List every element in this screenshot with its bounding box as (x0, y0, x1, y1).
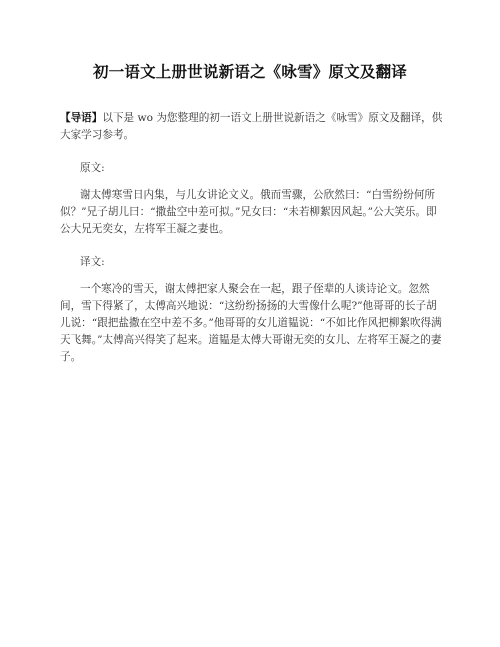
intro-text: 以下是 wo 为您整理的初一语文上册世说新语之《咏雪》原文及翻译，供大家学习参考。 (60, 112, 443, 141)
original-label: 原文: (80, 162, 105, 174)
intro-paragraph (60, 110, 446, 144)
document-title: 初一语文上册世说新语之《咏雪》原文及翻译 (92, 62, 407, 81)
intro-tag: 【导语】 (60, 112, 103, 124)
original-text: 谢太傅寒雪日内集，与儿女讲论文义。俄而雪骤，公欣然曰：“白雪纷纷何所似？”兄子胡儿曰：“撒盐空中差可拟。”兄女曰：“未若柳絮因风起。”公大笑乐。即公大兄无奕女，左将军王凝之妻也。 (60, 189, 437, 235)
translation-label: 译文: (80, 256, 105, 268)
translation-text: 一个寒冷的雪天，谢太傅把家人聚会在一起，跟子侄辈的人谈诗论文。忽然间，雪下得紧了，太傅高兴地说：“这纷纷扬扬的大雪像什么呢?”他哥哥的长子胡儿说：“跟把盐撒在空中差不多。”他哥哥的女儿道韫说：“不如比作风把柳絮吹得满天飞舞。”太傅高兴得笑了起来。道韫是太傅大哥谢无奕的女儿、左将军王凝之的妻子。 (60, 283, 442, 363)
document-body (60, 110, 446, 366)
